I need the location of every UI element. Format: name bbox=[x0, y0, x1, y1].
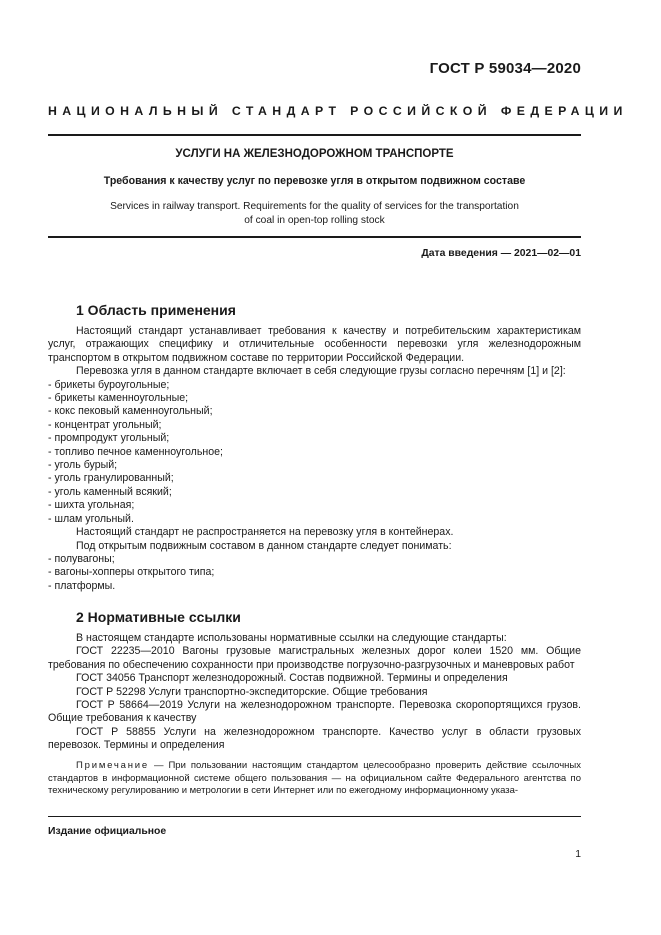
reference-item: ГОСТ Р 58855 Услуги на железнодорожном транспорте. Качество услуг в области грузовых перевозок. Термины и определения bbox=[48, 725, 581, 752]
section-2-heading: 2 Нормативные ссылки bbox=[76, 609, 241, 625]
coal-item: - уголь гранулированный; bbox=[48, 472, 174, 485]
section-1-body bbox=[48, 325, 581, 593]
references-note bbox=[48, 760, 581, 798]
coal-item: - шлам угольный. bbox=[48, 512, 134, 525]
coal-item: - концентрат угольный; bbox=[48, 418, 162, 431]
coal-item: - шихта угольная; bbox=[48, 499, 135, 512]
coal-list-intro: Перевозка угля в данном стандарте включает в себя следующие грузы согласно перечням [1] и [2]: bbox=[76, 365, 566, 378]
rolling-stock-item: - полувагоны; bbox=[48, 552, 115, 565]
reference-item: ГОСТ Р 52298 Услуги транспортно-экспедиторские. Общие требования bbox=[76, 685, 428, 698]
note-text: — При пользовании настоящим стандартом целесообразно проверить действие ссылочных стандартов в информационной системе общего пользования — на официальном сайте Федерального агентства по техническому регулированию и метрологии в сети Интернет или по ежегодному информационному указа- bbox=[48, 760, 581, 797]
coal-item: - брикеты каменноугольные; bbox=[48, 392, 189, 405]
coal-item: - уголь бурый; bbox=[48, 459, 118, 472]
section-1-heading: 1 Область применения bbox=[76, 302, 236, 318]
national-standard-banner: НАЦИОНАЛЬНЫЙ СТАНДАРТ РОССИЙСКОЙ ФЕДЕРАЦИИ bbox=[48, 104, 628, 118]
official-edition-label: Издание официальное bbox=[48, 826, 167, 837]
reference-item: ГОСТ 34056 Транспорт железнодорожный. Состав подвижной. Термины и определения bbox=[76, 672, 508, 685]
containers-exclusion: Настоящий стандарт не распространяется на перевозку угля в контейнерах. bbox=[76, 526, 454, 539]
title-bottom-rule bbox=[48, 236, 581, 238]
standard-title-ru: УСЛУГИ НА ЖЕЛЕЗНОДОРОЖНОМ ТРАНСПОРТЕ bbox=[175, 148, 454, 160]
top-rule bbox=[48, 134, 581, 136]
reference-item: ГОСТ 22235—2010 Вагоны грузовые магистральных железных дорог колеи 1520 мм. Общие требования по обеспечению сохранности при производстве погрузочно-разгрузочных и маневровых работ bbox=[48, 645, 581, 671]
rolling-stock-intro: Под открытым подвижным составом в данном стандарте следует понимать: bbox=[76, 539, 452, 552]
section-2-body bbox=[48, 632, 581, 753]
rolling-stock-item: - платформы. bbox=[48, 579, 116, 592]
coal-item: - брикеты буроугольные; bbox=[48, 378, 170, 391]
references-intro: В настоящем стандарте использованы нормативные ссылки на следующие стандарты: bbox=[76, 632, 507, 644]
rolling-stock-item: - вагоны-хопперы открытого типа; bbox=[48, 566, 215, 579]
scope-paragraph: Настоящий стандарт устанавливает требования к качеству и потребительским характеристикам услуг, отражающих специфику и отличительные особенности перевозки угля железнодорожным транспортом в открытом подвижном составе по территории Российской Федерации. bbox=[48, 325, 581, 364]
standard-title-en-line2: of coal in open-top rolling stock bbox=[244, 214, 385, 226]
footer-rule bbox=[48, 816, 581, 817]
coal-item: - кокс пековый каменноугольный; bbox=[48, 405, 213, 418]
note-label: Примечание bbox=[76, 760, 149, 771]
standard-subtitle-ru: Требования к качеству услуг по перевозке угля в открытом подвижном составе bbox=[103, 175, 526, 187]
coal-item: - уголь каменный всякий; bbox=[48, 485, 172, 498]
introduction-date: Дата введения — 2021—02—01 bbox=[421, 248, 581, 259]
standard-title-en-line1: Services in railway transport. Requirements for the quality of services for the transportation bbox=[110, 201, 519, 212]
reference-item: ГОСТ Р 58664—2019 Услуги на железнодорожном транспорте. Перевозка скоропортящихся грузов. Общие требования к качеству bbox=[48, 699, 581, 725]
page-number: 1 bbox=[575, 849, 581, 860]
document-number: ГОСТ Р 59034—2020 bbox=[429, 60, 581, 77]
coal-item: - промпродукт угольный; bbox=[48, 432, 170, 445]
standard-title-en bbox=[48, 200, 581, 227]
coal-item: - топливо печное каменноугольное; bbox=[48, 445, 223, 458]
